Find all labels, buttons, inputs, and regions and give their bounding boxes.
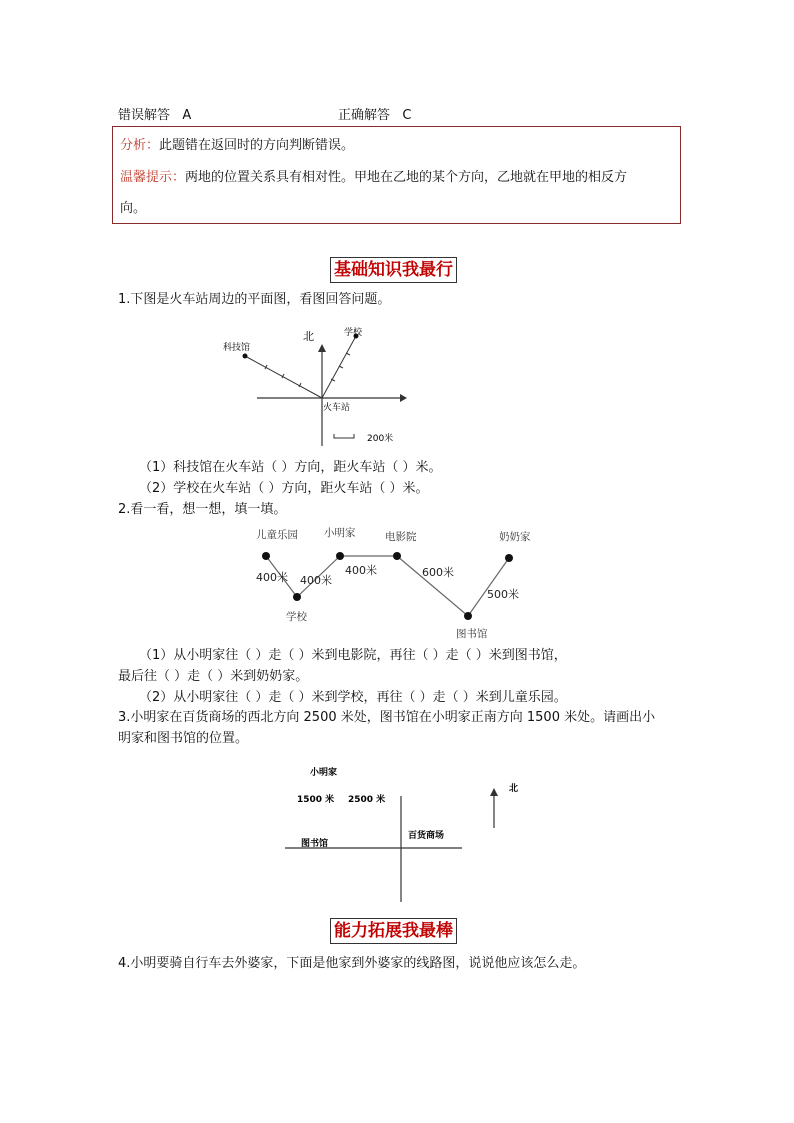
q4-stem: 4.小明要骑自行车去外婆家，下面是他家到外婆家的线路图，说说他应该怎么走。 xyxy=(118,956,586,971)
q2-library: 图书馆 xyxy=(456,628,488,640)
q2-sub1a: （1）从小明家往（ ）走（ ）米到电影院，再往（ ）走（ ）米到图书馆， xyxy=(139,648,567,663)
q2-d5: 500米 xyxy=(487,588,519,601)
right-answer-value: C xyxy=(402,108,412,123)
q3-d2500: 2500 米 xyxy=(348,795,386,805)
analysis-box xyxy=(112,126,681,224)
q3-home: 小明家 xyxy=(310,768,338,778)
q2-d1: 400米 xyxy=(256,571,288,584)
q3-stem-2: 明家和图书馆的位置。 xyxy=(118,731,249,746)
analysis-line: 分析：此题错在返回时的方向判断错误。 xyxy=(120,138,355,153)
q1-school: 学校 xyxy=(344,328,363,338)
tip-line: 温馨提示：两地的位置关系具有相对性。甲地在乙地的某个方向，乙地就在甲地的相反方 xyxy=(120,170,628,185)
q2-route-map xyxy=(250,524,550,642)
q2-sub2: （2）从小明家往（ ）走（ ）米到学校，再往（ ）走（ ）米到儿童乐园。 xyxy=(139,690,567,705)
q2-cinema: 电影院 xyxy=(385,531,417,543)
q2-school: 学校 xyxy=(286,611,307,623)
grandma-dot xyxy=(505,554,513,562)
wrong-answer-label: 错误解答 A xyxy=(118,108,192,123)
q1-sub2: （2）学校在火车站（ ）方向，距火车站（ ）米。 xyxy=(139,481,429,496)
q2-d2: 400米 xyxy=(300,574,332,587)
q3-north: 北 xyxy=(509,784,519,794)
section-title-basic: 基础知识我最行 xyxy=(330,257,457,283)
tip-line-2: 向。 xyxy=(120,201,147,216)
library-dot xyxy=(464,612,472,620)
q2-home: 小明家 xyxy=(324,527,356,539)
museum-dot xyxy=(243,354,248,359)
cinema-dot xyxy=(393,552,401,560)
q3-map xyxy=(285,762,530,907)
right-answer-label: 正确解答 C xyxy=(338,108,412,123)
q1-stem: 1.下图是火车站周边的平面图，看图回答问题。 xyxy=(118,292,391,307)
q3-stem-1: 3.小明家在百货商场的西北方向 2500 米处，图书馆在小明家正南方向 1500 米处。请画出小 xyxy=(118,710,656,725)
school-dot xyxy=(293,593,301,601)
q3-mall: 百货商场 xyxy=(408,831,445,841)
park-dot xyxy=(262,552,270,560)
q1-north: 北 xyxy=(303,330,314,343)
q2-d4: 600米 xyxy=(422,566,454,579)
q3-d1500: 1500 米 xyxy=(297,795,335,805)
q2-grandma: 奶奶家 xyxy=(499,531,531,543)
q1-museum: 科技馆 xyxy=(223,343,251,353)
wrong-answer-value: A xyxy=(182,108,192,123)
q1-map xyxy=(215,322,415,448)
q2-d3: 400米 xyxy=(345,564,377,577)
section-title-advanced: 能力拓展我最棒 xyxy=(330,918,457,944)
museum-line xyxy=(245,356,322,398)
home-dot xyxy=(336,552,344,560)
q1-scale: 200米 xyxy=(367,434,394,444)
q2-stem: 2.看一看，想一想，填一填。 xyxy=(118,502,287,517)
q2-sub1b: 最后往（ ）走（ ）米到奶奶家。 xyxy=(118,669,309,684)
q2-park: 儿童乐园 xyxy=(256,529,298,541)
school-line xyxy=(322,336,356,398)
scale-bar xyxy=(334,434,354,438)
q3-library: 图书馆 xyxy=(301,839,329,849)
q1-station: 火车站 xyxy=(323,403,351,413)
q1-sub1: （1）科技馆在火车站（ ）方向，距火车站（ ）米。 xyxy=(139,460,442,475)
